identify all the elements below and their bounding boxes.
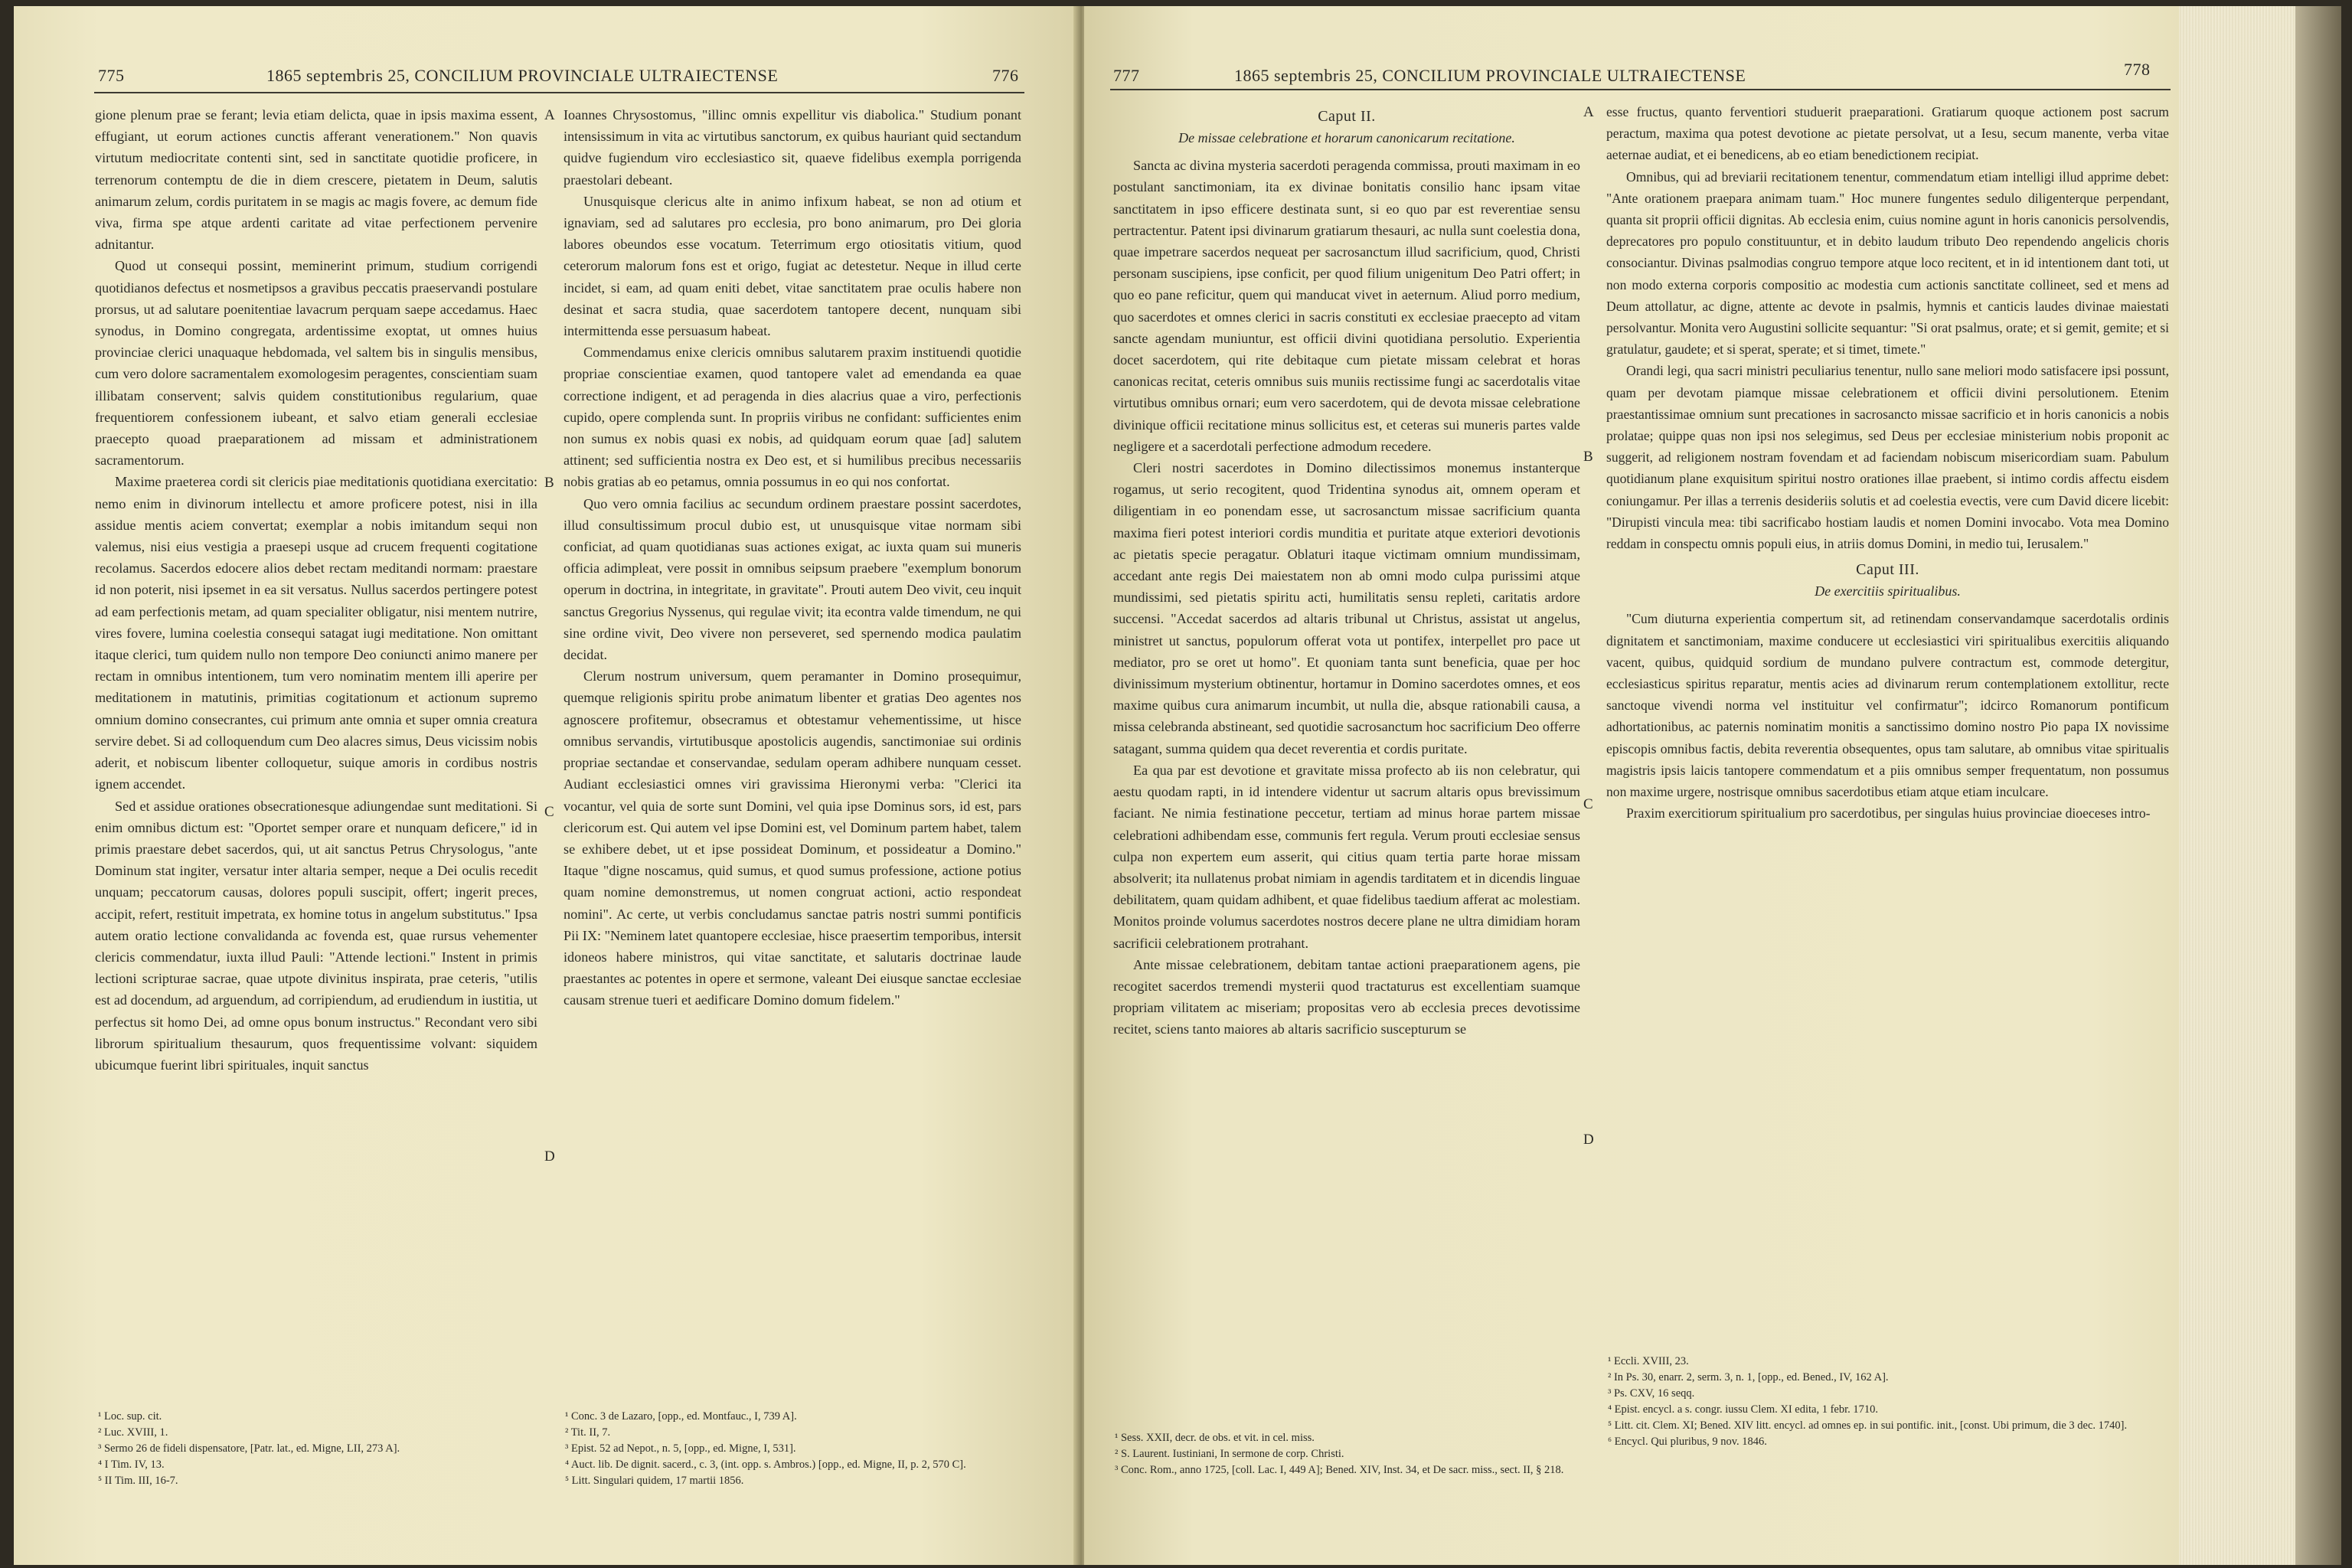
footnote: ⁵ II Tim. III, 16-7. xyxy=(98,1475,178,1487)
page-number-778: 778 xyxy=(2124,60,2151,79)
margin-letter-d: D xyxy=(1583,1132,1594,1148)
footnote: ¹ Sess. XXII, decr. de obs. et vit. in cel. miss. xyxy=(1115,1432,1315,1444)
footnote: ³ Conc. Rom., anno 1725, [coll. Lac. I, 449 A]; Bened. XIV, Inst. 34, et De sacr. miss., sect. II, § 218. xyxy=(1115,1464,1564,1476)
footnotes-right-col2 xyxy=(1608,1354,2167,1450)
footnote: ¹ Loc. sup. cit. xyxy=(98,1410,162,1423)
footnote: ⁴ I Tim. IV, 13. xyxy=(98,1459,165,1471)
margin-letter-b: B xyxy=(1583,449,1593,465)
paragraph: Clerum nostrum universum, quem peramanter in Domino prosequimur, quemque religionis spiritu probe animatum libenter et gratias Deo agentes nos agnoscere profitemur, obsecramus et obtestamur vehementissime, ut hisce omnibus servandis, virtutibusque apostolicis augendis, sanctimoniae sui ordinis propriae sectandae et conservandae, sedulam operam adhibere nunquam cesset. Audiant ecclesiastici omnes viri gravissima Hieronymi verba: "Clerici ita vocantur, vel quia de sorte sunt Domini, vel quia ipse Dominus sors, id est, pars clericorum est. Qui autem vel ipse Domini est, vel Dominum partem habet, talem se exhibere debet, ut et ipse possideat Dominum, et possideatur a Domino." Itaque "digne noscamus, quid sumus, et quod sumus professione, actione potius quam nomine demonstremus, ut nomen congruat actioni, actio respondeat nomini". Ac certe, ut verbis concludamus sanctae patris nostri summi pontificis Pii IX: "Neminem latet quantopere ecclesiae, hisce praesertim temporibus, intersit idoneos habere ministros, qui vitae sanctitate, et salutaris doctrinae laude praestantes ac potentes in opere et sermone, valeant Dei eiusque sanctae ecclesiae causam strenue tueri et aedificare Domino domum fidelem." xyxy=(564,668,1021,1008)
header-rule-right xyxy=(1110,89,2171,90)
running-header-right: 1865 septembris 25, CONCILIUM PROVINCIALE ULTRAIECTENSE xyxy=(1234,66,1746,85)
footnote: ⁵ Litt. Singulari quidem, 17 martii 1856. xyxy=(565,1475,744,1487)
margin-letter-c: C xyxy=(544,804,554,820)
open-book xyxy=(14,6,2338,1565)
right-column-1 xyxy=(1113,101,1580,1372)
left-column-2 xyxy=(564,104,1021,1344)
margin-letter-a: A xyxy=(1583,104,1594,120)
footnotes-left-col2 xyxy=(565,1409,1017,1489)
paragraph: Ea qua par est devotione et gravitate missa profecto ab iis non celebratur, qui aestu quodam rapti, in id intendere videntur ut sacrum altaris opus brevissimum faciant. Ne nimia festinatione peccetur, tertiam ad minus horae partem missae celebrationi adhibendam esse, communis fert regula. Verum prouti ecclesiae sensus culpa non expertem eum asserit, qui citius quam tertia parte horae missam absolverit; ita nullatenus probat nimiam in agendis tarditatem et in dicendis linguae debilitatem, quam quidam adhibent, et quae fidelibus taedium afferat ac molestiam. Monitos proinde volumus sacerdotes nostros decere plane ne ultra dimidiam horam sacrificii celebrationem protrahant. xyxy=(1113,762,1580,951)
footnote: ³ Epist. 52 ad Nepot., n. 5, [opp., ed. Migne, I, 531]. xyxy=(565,1442,796,1455)
footnote: ³ Sermo 26 de fideli dispensatore, [Patr. lat., ed. Migne, LII, 273 A]. xyxy=(98,1442,400,1455)
footnote: ² Tit. II, 7. xyxy=(565,1426,611,1439)
paragraph: Sed et assidue orationes obsecrationesque adiungendae sunt meditationi. Si enim omnibus dictum est: "Oportet semper orare et nunquam deficere," id in primis praestare debet sacerdos, qui, ut ait sanctus Petrus Chrysologus, "ante Dominum stat ingiter, versatur inter altaria semper, neque a Dei oculis recedit unquam; peccatorum causas, dolores populi suscipit, offert; ingerit preces, accipit, refert, restituit impetrata, ex homine totus in angelum substitutus." Ipsa autem oratio lectione convalidanda ac fovenda est, quae rursus vehementer clericis commendatur, iuxta illud Pauli: "Attende lectioni." Instent in primis lectioni scripturae sacrae, quae utpote divinitus inspirata, prae ceteris, "utilis est ad docendum, ad arguendum, ad corripiendum, ad erudiendum in iustitia, ut perfectus sit homo Dei, ad omne opus bonum instructus." Recondant vero sibi librorum spiritualium thesaurum, quos frequentissime volvant: siquidem ubicumque fuerint libri spirituales, inquit sanctus xyxy=(95,798,537,1073)
left-column-1 xyxy=(95,104,537,1344)
footnote: ¹ Conc. 3 de Lazaro, [opp., ed. Montfauc., I, 739 A]. xyxy=(565,1410,797,1423)
chapter-3-title: Caput III. xyxy=(1856,561,1919,579)
page-number-775: 775 xyxy=(98,66,125,85)
footnotes-right-col1 xyxy=(1115,1430,1574,1478)
margin-letter-c: C xyxy=(1583,796,1593,812)
right-column-2 xyxy=(1606,101,2169,1372)
paragraph: Unusquisque clericus alte in animo infixum habeat, se non ad otium et ignaviam, sed ad salutares pro ecclesia, pro bono animarum, pro Dei gloria labores obeundos esse vocatum. Teterrimum ergo otiositatis vitium, quod ceterorum malorum fons est et origo, fugiat ac detestetur. Neque in illud certe incidet, si eam, ad quam eniti debet, vitae sanctitatem prae oculis habere non desinat et sacra studia, quae sacerdotem tantopere decent, nunquam sibi intermittenda esse persuasum habeat. xyxy=(564,193,1021,339)
paragraph: Omnibus, qui ad breviarii recitationem tenentur, commendatum etiam intelligi illud apprime debet: "Ante orationem praepara animam tuam." Hoc munere fungentes sedulo diligenterque perpendant, quanta sit proprii officii dignitas. Ab ecclesia enim, cuius nomine agunt in horis canonicis persolvendis, deprecatores pro populo constituuntur, et in debito laudum tributo Deo rependendo angelicis choris consociantur. Divinas psalmodias congruo tempore atque loco recitent, et in id intentionem dant toti, ut non modo externa corporis compositio ac modestia cum actionis sanctitate collineet, sed et mens ad Deum attollatur, ac digne, attente ac devote in psalmis, hymnis et canticis laudes divinae maiestati persolvantur. Monita vero Augustini sollicite sequantur: "Si orat psalmus, orate; et si gemit, gemite; et si gratulatur, gaudete; et si sperat, sperate; et si timet, timete." xyxy=(1606,168,2169,358)
paragraph: gione plenum prae se ferant; levia etiam delicta, quae in ipsis maxima essent, effugiant, ut eorum actiones cunctis afferant venerationem." Non quavis virtutum mediocritate contenti sint, sed in sanctitate quotidie proficere, in terrenorum contemptu de die in diem crescere, pietatem in Deum, salutis animarum zelum, cordis puritatem in se magis ac magis fovere, ac demum fide viva, firma spe atque ardenti caritate ad vitae perfectionem pervenire adnitantur. xyxy=(95,107,537,253)
paragraph: Orandi legi, qua sacri ministri peculiarius tenentur, nullo sane meliori modo satisfacere ipsi possunt, quam per devotam piamque missae celebrationem et officii divini persolutionem. Etenim praestantissimae omnium sunt precationes in sacrosancto missae sacrificio et in horis canonicis a nobis prolatae; quippe quas non ipsi nos selegimus, sed Deus per ecclesiae ministerium nobis proponit ac suggerit, ad religionem nostram fovendam et ad faciendam nobiscum misericordiam suam. Pabulum quotidianum plane exquisitum spiritui nostro orationes illae praebent, si intimo cordis affectu eisdem coniungamur. Per illas a terrenis desideriis solutis et ad coelestia evectis, vere cum David dicere licebit: "Dirupisti vincula mea: tibi sacrificabo hostiam laudis et nomen Domini invocabo. Vota mea Domino reddam in conspectu omnis populi eius, in atriis domus Domini, in medio tui, Ierusalem." xyxy=(1606,363,2169,552)
paragraph: Ioannes Chrysostomus, "illinc omnis expellitur vis diabolica." Studium ponant intensissimum in vita ac virtutibus sanctorum, ex quibus hauriant quid sectandum quidve fugiendum viro ecclesiastico sit, quaeve fidelibus exempla porrigenda praestolari debeant. xyxy=(564,107,1021,188)
paragraph: "Cum diuturna experientia compertum sit, ad retinendam conservandamque sacerdotalis ordinis dignitatem et sanctimoniam, maxime conducere ut ecclesiastici viri spiritualibus exercitiis aliquando vacent, quibus, quidquid sordium de mundano pulvere contractum est, commode detergitur, ecclesiasticus spiritus reparatur, mentis acies ad divinarum rerum contemplationem extollitur, recte sanctoque vivendi norma vel instituitur vel confirmatur"; idcirco Romanorum pontificum adhortationibus, ac paternis nominatim monitis a sanctissimo domino nostro Pio papa IX novissime episcopis omnibus factis, debita reverentia obsequentes, opus tam salutare, ab omnibus vitae spiritualis magistris ipsis laicis tantopere commendatum et a piis omnibus semper frequentatum, non possumus non maxime urgere, nostrisque omnibus sacerdotibus etiam atque etiam inculcare. xyxy=(1606,611,2169,800)
margin-letter-d: D xyxy=(544,1148,555,1165)
paragraph: Cleri nostri sacerdotes in Domino dilectissimos monemus instanterque rogamus, ut serio recogitent, quod Tridentina synodus ait, omnem operam et diligentiam in eo ponendam esse, ut sacrosanctum missae sacrificium quanta maxima fieri potest interiori cordis munditia et puritate atque exteriori devotionis ac pietatis specie peragatur. Oblaturi itaque victimam omnium mundissimam, accedant ante regis Dei maiestatem non ab omni modo culpa purissimi atque mundissimi, sed pietatis spiritu acti, humilitatis sensu repleti, caritatis ardore succensi. "Accedat sacerdos ad altaris tribunal ut Christus, assistat ut angelus, ministret ut sanctus, populorum offerat vota ut pontifex, interpellet pro pace ut mediator, pro se oret ut homo". Et quoniam tanta sunt beneficia, quae per hoc divinissimum mysterium obtinentur, hortamur in Domino sacerdotes omnes, et eos maxime quibus cura animarum incumbit, ut nulla die, absque rationabili causa, a missa celebranda abstineant, sed quotidie sacrosanctum hoc sacrificium Deo offerre satagant, summa quidem qua decet reverentia et cordis puritate. xyxy=(1113,460,1580,756)
footnote: ⁵ Litt. cit. Clem. XI; Bened. XIV litt. encycl. ad omnes ep. in sui pontific. init., [const. Ubi primum, die 3 dec. 1740]. xyxy=(1608,1419,2128,1432)
paragraph: Quod ut consequi possint, meminerint primum, studium corrigendi quotidianos defectus et nosmetipsos a gravibus peccatis praeservandi postulare prorsus, ut ad salutare poenitentiae lavacrum perquam saepe accedamus. Haec synodus, in Domino congregata, ardentissime exoptat, ut omnes huius provinciae clerici unaquaque hebdomada, vel saltem bis in singulis mensibus, cum vero dolore sacramentalem exomologesim peragentes, conscientiam suam illibatam conservent; salvis quidem constitutionibus regularium, quae frequentiorem confessionem iubeant, et salvo etiam generali ecclesiae praecepto quoad praeparationem ad missam et administrationem sacramentorum. xyxy=(95,258,537,469)
header-rule-left xyxy=(94,92,1024,93)
chapter-3-subtitle: De exercitiis spiritualibus. xyxy=(1815,583,1961,599)
footnote: ⁴ Auct. lib. De dignit. sacerd., c. 3, (int. opp. s. Ambros.) [opp., ed. Migne, II, p. 2, 570 C]. xyxy=(565,1459,966,1471)
running-header-left: 1865 septembris 25, CONCILIUM PROVINCIALE ULTRAIECTENSE xyxy=(266,66,779,85)
paragraph: Quo vero omnia facilius ac secundum ordinem praestare possint sacerdotes, illud consultissimum procul dubio est, ut unusquisque vitae normam sibi conficiat, ad quam quotidianas suas actiones exigat, ac iuxta quam sui muneris officia adimpleat, vere possit in omnibus seipsum praebere "exemplum bonorum operum in doctrina, in integritate, in gravitate". Prouti autem Deo vivit, ceu inquit sanctus Gregorius Nyssenus, qui regulae vivit; ita econtra valde timendum, ne qui sine ordine vivit, Deo vivere non perseveret, sed spernendo modica paulatim decidat. xyxy=(564,495,1021,663)
footnote: ⁶ Encycl. Qui pluribus, 9 nov. 1846. xyxy=(1608,1436,1767,1448)
paragraph: Ante missae celebrationem, debitam tantae actioni praeparationem agens, pie recogitet sacerdos tremendi mysterii quod tractaturus est excellentiam suamque propriam vilitatem ac miseriam; propositas vero ab ecclesia preces devotissime recitet, sciens tanto maiores ab altaris sacrificio suscepturum se xyxy=(1113,956,1580,1037)
page-number-776: 776 xyxy=(992,66,1019,85)
paragraph: Praxim exercitiorum spiritualium pro sacerdotibus, per singulas huius provinciae dioeceses intro- xyxy=(1626,805,2151,822)
left-page xyxy=(14,6,1078,1565)
paragraph: Commendamus enixe clericis omnibus salutarem praxim instituendi quotidie propriae conscientiae examen, quod tantopere valet ad emendanda ea quae correctione indigent, et ad peragenda in dies alacrius quae a viro, perfectionis cupido, opere complenda sunt. In propriis viribus ne confidant: sufficientes enim non sumus ex nobis quasi ex nobis, ad quidquam eorum quae [ad] salutem attinent; sed sufficientia nostra ex Deo est, et si humilibus precibus necessariis nobis gratias ab eo petamus, omnia possumus in eo qui nos confortat. xyxy=(564,345,1021,490)
paragraph: Maxime praeterea cordi sit clericis piae meditationis quotidiana exercitatio: nemo enim in divinorum intellectu et amore proficere potest, nisi in illa assidue mentis aciem convertat; exemplar a nobis imitandum sequi non valemus, nisi eius vestigia a praesepi usque ad crucem frequenti cogitatione recolamus. Sacerdos edocere alios debet rectam meditandi normam: praestare id non poterit, nisi ipsemet in ea sit versatus. Nullus sacerdos pertingere potest ad eam perfectionis metam, ad quam specialiter obligatur, nisi mentem nutrire, vires fovere, lumina coelestia consequi satagat iugi meditatione. Non omittant itaque clerici, tum quidem nullo non tempore Deo coniuncti animo manere per rectam in omnibus intentionem, tum vero nominatim mentem illi aperire per meditationem in matutinis, primitias cogitationum et actionum supremo omnium domino consecrantes, cui primum ante omnia et super omnia creatura servire debet. Si ad colloquendum cum Deo alacres simus, Deus vicissim nobis aderit, et nobiscum libenter colloquetur, suique amoris in cordibus nostris ignem accendet. xyxy=(95,474,537,792)
book-cover-edge xyxy=(2295,6,2341,1565)
margin-letter-b: B xyxy=(544,475,554,491)
page-number-777: 777 xyxy=(1113,66,1140,85)
footnote: ³ Ps. CXV, 16 seqq. xyxy=(1608,1387,1695,1400)
footnote: ⁴ Epist. encycl. a s. congr. iussu Clem. XI edita, 1 febr. 1710. xyxy=(1608,1403,1878,1416)
footnote: ² In Ps. 30, enarr. 2, serm. 3, n. 1, [opp., ed. Bened., IV, 162 A]. xyxy=(1608,1371,1889,1383)
chapter-2-subtitle: De missae celebratione et horarum canonicarum recitatione. xyxy=(1178,130,1515,146)
paragraph: esse fructus, quanto ferventiori studuerit praeparationi. Gratiarum quoque actionem post sacrum peractum, maxima qua potest devotione ac pietate persolvat, ut a Iesu, secum manente, verba vitae aeternae audiat, et ei benedicens, ab eo etiam benedictionem recipiat. xyxy=(1606,104,2169,163)
footnote: ² S. Laurent. Iustiniani, In sermone de corp. Christi. xyxy=(1115,1448,1344,1460)
right-page xyxy=(1084,6,2179,1565)
margin-letter-a: A xyxy=(544,107,555,123)
footnote: ¹ Eccli. XVIII, 23. xyxy=(1608,1355,1689,1367)
paragraph: Sancta ac divina mysteria sacerdoti peragenda commissa, prouti maximam in eo postulant sanctimoniam, ita ex divinae bonitatis consilio hanc ipsam vitae sanctitatem in ipso efficere destinata sunt, si eo quo par est reverentiae sensu pertractentur. Patent ipsi divinarum gratiarum thesauri, ac nulla sunt coelestia dona, quae impetrare sacerdos nequeat per sacrosanctum illud sacrificium, quod, Christi personam suscipiens, ipse conficit, per quod filium unigenitum Deo Patri offert; in quo eo pane reficitur, quem qui manducat vivet in aeternum. Aliud porro medium, quo sacerdotes et omnes clerici in sacris constituti ex ecclesiae praecepto ad vitam sancte agendam muniuntur, est officii divini quotidiana persolutio. Experientia docet sacerdotem, qui rite debitaque cum pietate missam celebrat et horas canonicas recitat, ceteris omnibus suis muniis rectissime fungi ac sacerdotalis vitae virtutibus omnibus ornari; eum vero sacerdotem, qui de devota missae celebratione divinique officii recitatione minus sollicitus est, et ceteras sui muneris partes valde negligere et a sacerdotali perfectione admodum recedere. xyxy=(1113,158,1580,454)
footnotes-left-col1 xyxy=(98,1409,527,1489)
footnote: ² Luc. XVIII, 1. xyxy=(98,1426,168,1439)
chapter-2-title: Caput II. xyxy=(1318,108,1376,125)
